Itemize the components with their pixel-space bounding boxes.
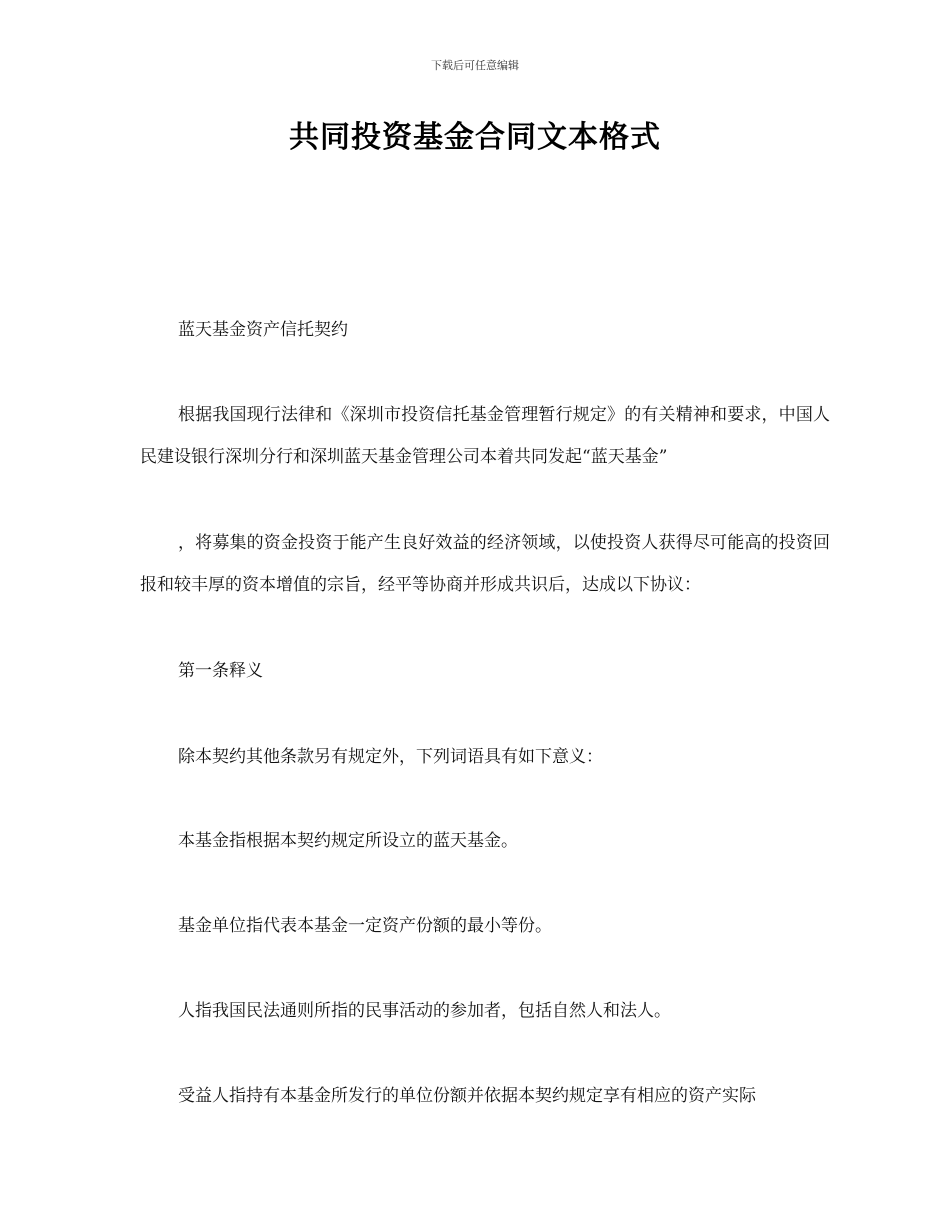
paragraph-definition-fund: 本基金指根据本契约规定所设立的蓝天基金。: [178, 831, 518, 851]
paragraph-preamble: 根据我国现行法律和《深圳市投资信托基金管理暂行规定》的有关精神和要求，中国人民建设银行深圳分行和深圳蓝天基金管理公司本着共同发起“蓝天基金”: [140, 405, 830, 467]
paragraph-article-one-heading: 第一条释义: [178, 661, 263, 681]
paragraph-definition-person: 人指我国民法通则所指的民事活动的参加者，包括自然人和法人。: [178, 1001, 671, 1021]
header-note: 下载后可任意编辑: [431, 59, 519, 72]
paragraph-definition-beneficiary: 受益人指持有本基金所发行的单位份额并依据本契约规定享有相应的资产实际: [178, 1086, 756, 1106]
document-title: 共同投资基金合同文本格式: [289, 120, 661, 155]
paragraph-definitions-intro: 除本契约其他条款另有规定外，下列词语具有如下意义：: [178, 747, 603, 767]
paragraph-purpose: ，将募集的资金投资于能产生良好效益的经济领域，以使投资人获得尽可能高的投资回报和较丰厚的资本增值的宗旨，经平等协商并形成共识后，达成以下协议：: [140, 533, 830, 595]
paragraph-contract-name: 蓝天基金资产信托契约: [178, 320, 348, 340]
paragraph-definition-fund-unit: 基金单位指代表本基金一定资产份额的最小等份。: [178, 916, 552, 936]
